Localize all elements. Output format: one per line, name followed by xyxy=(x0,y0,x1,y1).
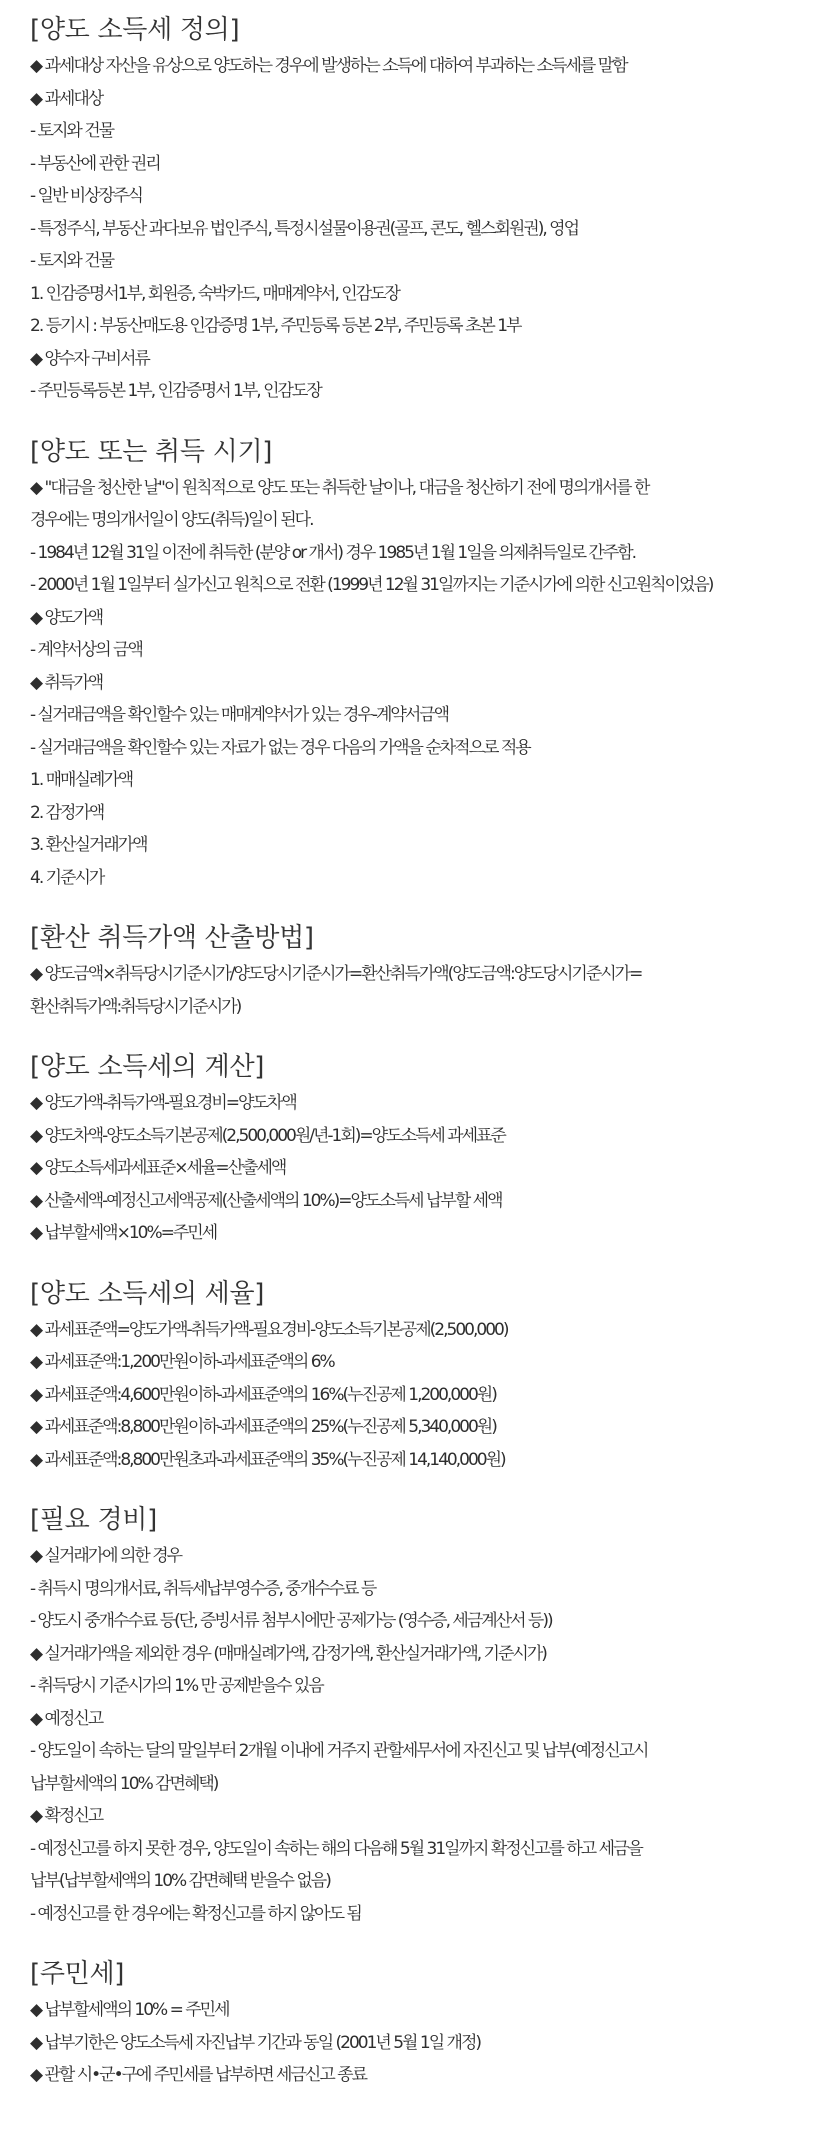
text-line: ◆ 과세표준액:4,600만원이하-과세표준액의 16%(누진공제 1,200,000원) xyxy=(30,1384,496,1405)
text-line: ◆ "대금을 청산한 날"이 원칙적으로 양도 또는 취득한 날이나, 대금을 청산하기 전에 명의개서를 한 xyxy=(30,477,649,498)
text-line: ◆ 과세표준액:1,200만원이하-과세표준액의 6% xyxy=(30,1352,334,1372)
text-line: ◆ 양도가액-취득가액-필요경비=양도차액 xyxy=(30,1093,296,1113)
section-heading: [양도 소득세 정의] xyxy=(30,15,240,45)
text-line: 경우에는 명의개서일이 양도(취득)일이 된다. xyxy=(30,510,313,530)
text-line: ◆ 예정신고 xyxy=(30,1708,103,1729)
text-line: - 2000년 1월 1일부터 실가신고 원칙으로 전환 (1999년 12월 31일까지는 기준시가에 의한 신고원칙이었음) xyxy=(30,575,713,595)
text-line: 3. 환산실거래가액 xyxy=(30,835,147,855)
text-line: ◆ 과세표준액=양도가액-취득가액-필요경비-양도소득기본공제(2,500,000) xyxy=(30,1319,508,1340)
section-heading: [양도 또는 취득 시기] xyxy=(30,436,273,467)
text-line: - 특정주식, 부동산 과다보유 법인주식, 특정시설물이용권(골프, 콘도, 헬스회원권), 영업 xyxy=(30,218,578,239)
text-line: - 양도시 중개수수료 등(단, 증빙서류 첨부시에만 공제가능 (영수증, 세금계산서 등)) xyxy=(30,1611,552,1631)
text-line: 납부(납부할세액의 10% 감면혜택 받을수 없음) xyxy=(30,1871,330,1891)
text-line: - 취득시 명의개서료, 취득세납부영수증, 중개수수료 등 xyxy=(30,1578,376,1599)
text-line: - 토지와 건물 xyxy=(30,251,114,271)
section xyxy=(30,1278,837,1477)
text-line: ◆ 취득가액 xyxy=(30,672,103,693)
text-line: - 취득당시 기준시가의 1% 만 공제받을수 있음 xyxy=(30,1676,323,1696)
text-line: 2. 등기시 : 부동산매도용 인감증명 1부, 주민등록 등본 2부, 주민등록 초본 1부 xyxy=(30,316,521,336)
text-line: - 양도일이 속하는 달의 말일부터 2개월 이내에 거주지 관할세무서에 자진신고 및 납부(예정신고시 xyxy=(30,1741,648,1761)
text-line: - 실거래금액을 확인할수 있는 자료가 없는 경우 다음의 가액을 순차적으로 적용 xyxy=(30,737,530,758)
text-line: ◆ 납부할세액의 10% = 주민세 xyxy=(30,2000,229,2020)
text-line: ◆ 양도소득세과세표준×세율=산출세액 xyxy=(30,1158,286,1178)
text-line: ◆ 양도가액 xyxy=(30,607,103,628)
text-line: 1. 인감증명서1부, 회원증, 숙박카드, 매매계약서, 인감도장 xyxy=(30,283,399,304)
section xyxy=(30,1958,837,2092)
section xyxy=(30,1504,837,1930)
text-line: - 계약서상의 금액 xyxy=(30,640,142,660)
text-line: 4. 기준시가 xyxy=(30,867,104,888)
section xyxy=(30,436,837,895)
text-line: - 토지와 건물 xyxy=(30,121,114,141)
text-line: - 일반 비상장주식 xyxy=(30,186,142,206)
section xyxy=(30,922,837,1023)
text-line: ◆ 납부할세액×10%=주민세 xyxy=(30,1223,217,1243)
text-line: ◆ 양도금액×취득당시기준시가/양도당시기준시가=환산취득가액(양도금액:양도당시기준시가= xyxy=(30,964,642,984)
text-line: ◆ 양수자 구비서류 xyxy=(30,348,149,369)
text-line: - 1984년 12월 31일 이전에 취득한 (분양 or 개서) 경우 1985년 1월 1일을 의제취득일로 간주함. xyxy=(30,542,636,563)
text-line: ◆ 실거래가에 의한 경우 xyxy=(30,1546,182,1566)
section-heading: [양도 소득세의 세율] xyxy=(30,1278,265,1309)
text-line: ◆ 과세대상 자산을 유상으로 양도하는 경우에 발생하는 소득에 대하여 부과하는 소득세를 말함 xyxy=(30,56,627,76)
text-line: ◆ 과세대상 xyxy=(30,88,103,109)
text-line: ◆ 양도차액-양도소득기본공제(2,500,000원/년-1회)=양도소득세 과세표준 xyxy=(30,1125,505,1146)
section-heading: [환산 취득가액 산출방법] xyxy=(30,923,314,953)
text-line: ◆ 실거래가액을 제외한 경우 (매매실례가액, 감정가액, 환산실거래가액, 기준시가) xyxy=(30,1643,546,1664)
text-line: ◆ 관할 시•군•구에 주민세를 납부하면 세금신고 종료 xyxy=(30,2065,366,2085)
text-line: 2. 감정가액 xyxy=(30,802,104,823)
text-line: - 예정신고를 하지 못한 경우, 양도일이 속하는 해의 다음해 5월 31일까지 확정신고를 하고 세금을 xyxy=(30,1838,642,1859)
section-heading: [주민세] xyxy=(30,1959,125,1989)
text-line: ◆ 산출세액-예정신고세액공제(산출세액의 10%)=양도소득세 납부할 세액 xyxy=(30,1190,502,1211)
section-heading: [필요 경비] xyxy=(30,1505,157,1535)
section xyxy=(30,1051,837,1250)
text-line: 환산취득가액:취득당시기준시가) xyxy=(30,996,241,1017)
text-line: 1. 매매실례가액 xyxy=(30,770,133,790)
text-line: ◆ 확정신고 xyxy=(30,1806,103,1826)
text-line: - 주민등록등본 1부, 인감증명서 1부, 인감도장 xyxy=(30,381,321,401)
text-line: - 실거래금액을 확인할수 있는 매매계약서가 있는 경우-계약서금액 xyxy=(30,705,449,725)
text-line: - 부동산에 관한 권리 xyxy=(30,153,160,174)
section xyxy=(30,14,837,408)
section-heading: [양도 소득세의 계산] xyxy=(30,1052,265,1082)
text-line: ◆ 과세표준액:8,800만원초과-과세표준액의 35%(누진공제 14,140,000원) xyxy=(30,1449,505,1470)
text-line: - 예정신고를 한 경우에는 확정신고를 하지 않아도 됨 xyxy=(30,1903,361,1924)
text-line: 납부할세액의 10% 감면혜택) xyxy=(30,1773,218,1794)
text-line: ◆ 납부기한은 양도소득세 자진납부 기간과 동일 (2001년 5월 1일 개정) xyxy=(30,2032,480,2053)
text-line: ◆ 과세표준액:8,800만원이하-과세표준액의 25%(누진공제 5,340,000원) xyxy=(30,1417,496,1437)
